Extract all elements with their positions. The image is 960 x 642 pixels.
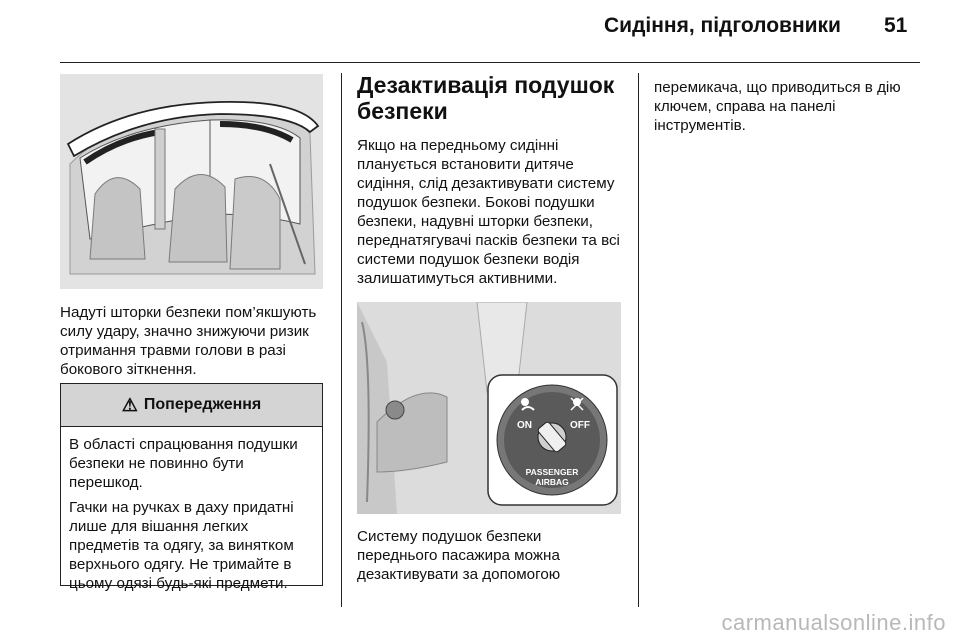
deactivation-paragraph: Якщо на передньому сидінні планується встановити дитяче сидіння, слід дезактивувати систему подушок безпеки. Бокові подушки безпеки, надувні шторки безпеки, переднатягувачі пасків безпеки та всі системи подушок безпеки водія залишатимуться активними. (357, 137, 620, 287)
warning-body (61, 427, 322, 593)
column-divider-1 (341, 73, 342, 607)
column-divider-2 (638, 73, 639, 607)
switch-caption-line-1: PASSENGER (525, 467, 579, 477)
warning-paragraph-1: В області спрацювання подушки безпеки не повинно бути перешкод. (69, 436, 298, 491)
switch-off-label: OFF (570, 420, 590, 431)
warning-title: Попередження (143, 396, 262, 413)
warning-header (61, 384, 322, 427)
header-divider (60, 62, 920, 63)
page-number: 51 (884, 14, 908, 37)
warning-box (60, 383, 323, 592)
watermark-text: carmanualsonline.info (721, 610, 946, 635)
warning-triangle-icon: ⚠ (121, 395, 138, 415)
section-heading: Дезактивація подушок безпеки (357, 72, 615, 124)
continuation-paragraph: перемикача, що приводиться в дію ключем, справа на панелі інструментів. (654, 79, 901, 134)
warning-paragraph-2: Гачки на ручках в даху придатні лише для вішання легких предметів та одягу, за винятком верхнього одягу. Не тримайте в цьому одязі будь-які предмети. (69, 499, 294, 592)
airbag-switch-illustration (357, 302, 621, 514)
switch-figure-caption: Систему подушок безпеки переднього пасажира можна дезактивувати за допомогою (357, 528, 561, 583)
airbag-figure-caption: Надуті шторки безпеки пом’якшують силу удару, значно знижуючи ризик отримання травми голови в разі бокового зіткнення. (60, 304, 317, 378)
switch-caption-line-2: AIRBAG (535, 477, 569, 487)
switch-on-label: ON (517, 420, 532, 431)
curtain-airbag-illustration (60, 74, 323, 289)
page-header-title: Сидіння, підголовники (604, 14, 841, 37)
